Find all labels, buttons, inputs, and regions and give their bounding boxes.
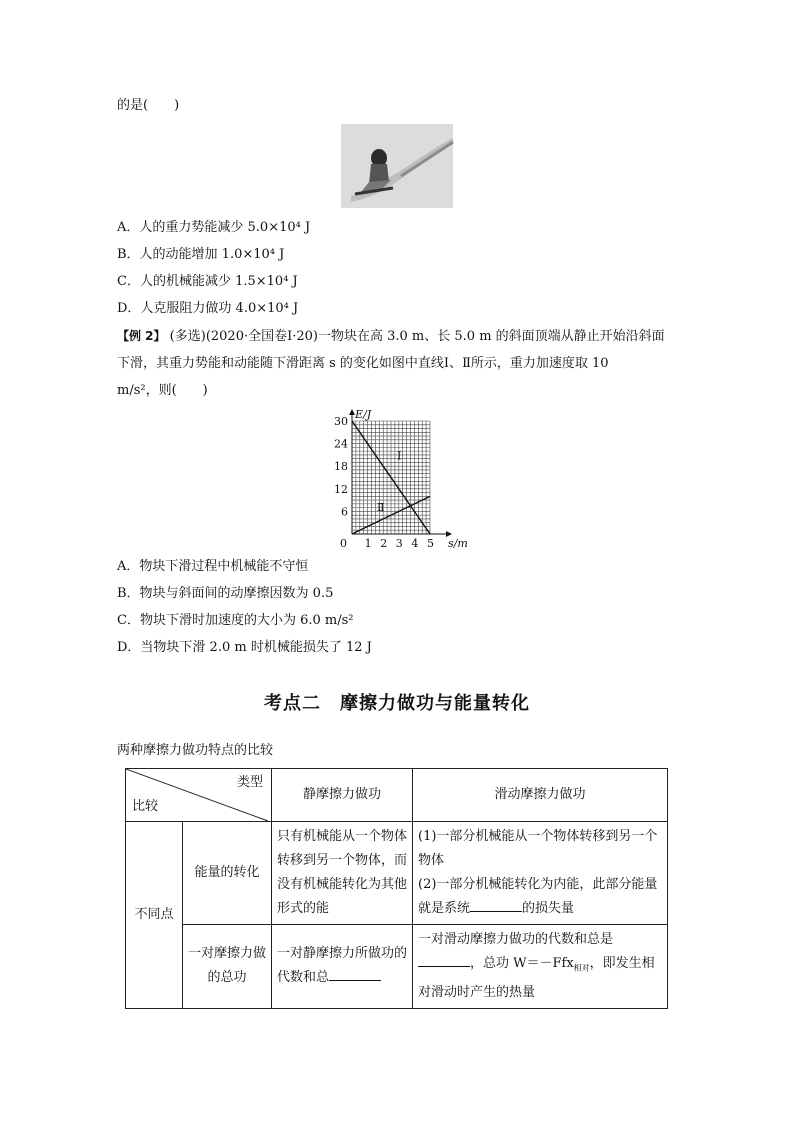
row2-static-text: 一对静摩擦力所做功的代数和总 [277,946,408,986]
corner-cell [126,769,272,822]
x-tick-label: 4 [411,537,419,550]
q2-line1-text: (多选)(2020·全国卷Ⅰ·20)一物块在高 3.0 m、长 5.0 m 的斜面顶端从静止开始沿斜面 [169,329,665,344]
header-sliding: 滑动摩擦力做功 [413,769,668,822]
x-tick-label: 0 [340,537,347,550]
q2-line3: m/s²，则( ) [117,383,208,398]
table-header-row [126,769,668,822]
series-label-2: Ⅱ [377,501,385,515]
q2-tag: 【例 2】 [117,329,166,343]
header-static: 静摩擦力做功 [272,769,413,822]
row1-sliding-a: (1)一部分机械能从一个物体转移到另一个物体 [418,829,658,868]
y-tick-label: 24 [334,437,348,451]
group-label: 不同点 [126,822,183,1009]
chart-ticks [334,408,468,550]
q1-option-d: D．人克服阻力做功 4.0×10⁴ J [117,301,299,316]
blank-1[interactable] [470,897,522,912]
y-tick-label: 18 [334,460,348,474]
blank-2[interactable] [329,966,381,981]
q2-line2: 下滑，其重力势能和动能随下滑距离 s 的变化如图中直线Ⅰ、Ⅱ所示，重力加速度取 10 [117,356,609,371]
sandboard-photo [341,124,453,208]
row2-label: 一对摩擦力做的总功 [183,925,272,1009]
row2-sliding [413,925,668,1009]
q1-option-a: A．人的重力势能减少 5.0×10⁴ J [117,220,311,235]
row2-sliding-pre: 一对滑动摩擦力做功的代数和总是 [418,932,614,947]
series-label-1: Ⅰ [397,449,402,463]
x-tick-label: 5 [427,537,434,550]
comparison-table [125,768,668,1009]
y-tick-label: 6 [341,505,348,519]
q1-option-c: C．人的机械能减少 1.5×10⁴ J [117,274,298,289]
row1-sliding-b [418,873,662,921]
blank-3[interactable] [418,952,470,967]
row2-sliding-mid: ，总功 W＝－Ffx [470,956,574,971]
x-axis-label: s/m [448,537,468,550]
q2-line1 [117,327,665,346]
q2-option-c: C．物块下滑时加速度的大小为 6.0 m/s² [117,613,354,628]
y-tick-label: 30 [334,415,348,428]
row1-label: 能量的转化 [183,822,272,925]
q2-option-a: A．物块下滑过程中机械能不守恒 [117,559,309,574]
corner-bottom: 比较 [132,799,159,814]
x-tick-label: 3 [395,537,403,550]
row1-static: 只有机械能从一个物体转移到另一个物体，而没有机械能转化为其他形式的能 [272,822,413,925]
x-tick-label: 1 [364,537,372,550]
energy-chart [330,404,468,550]
row2-sliding-sub: 相对 [573,963,590,973]
row1-sliding [413,822,668,925]
x-tick-label: 2 [380,537,388,550]
row2-static [272,925,413,1009]
y-axis-label: E/J [355,408,372,421]
section-subtitle: 两种摩擦力做功特点的比较 [117,743,274,758]
y-tick-label: 12 [334,482,348,496]
q1-stem-tail: 的是( ) [117,98,180,113]
section-title: 考点二 摩擦力做功与能量转化 [264,693,530,714]
corner-top: 类型 [236,775,263,790]
table-row [126,822,668,925]
table-row [126,925,668,1009]
row1-sliding-b-pre: (2)一部分机械能转化为内能，此部分能量就是系统 [418,877,658,916]
row2-sliding-post: ，即发生相对滑动时产生的热量 [418,956,655,1000]
q2-option-d: D．当物块下滑 2.0 m 时机械能损失了 12 J [117,640,372,655]
q2-option-b: B．物块与斜面间的动摩擦因数为 0.5 [117,586,334,601]
chart-axes [349,409,452,537]
row1-sliding-b-post: 的损失量 [522,901,575,916]
q1-option-b: B．人的动能增加 1.0×10⁴ J [117,247,285,262]
